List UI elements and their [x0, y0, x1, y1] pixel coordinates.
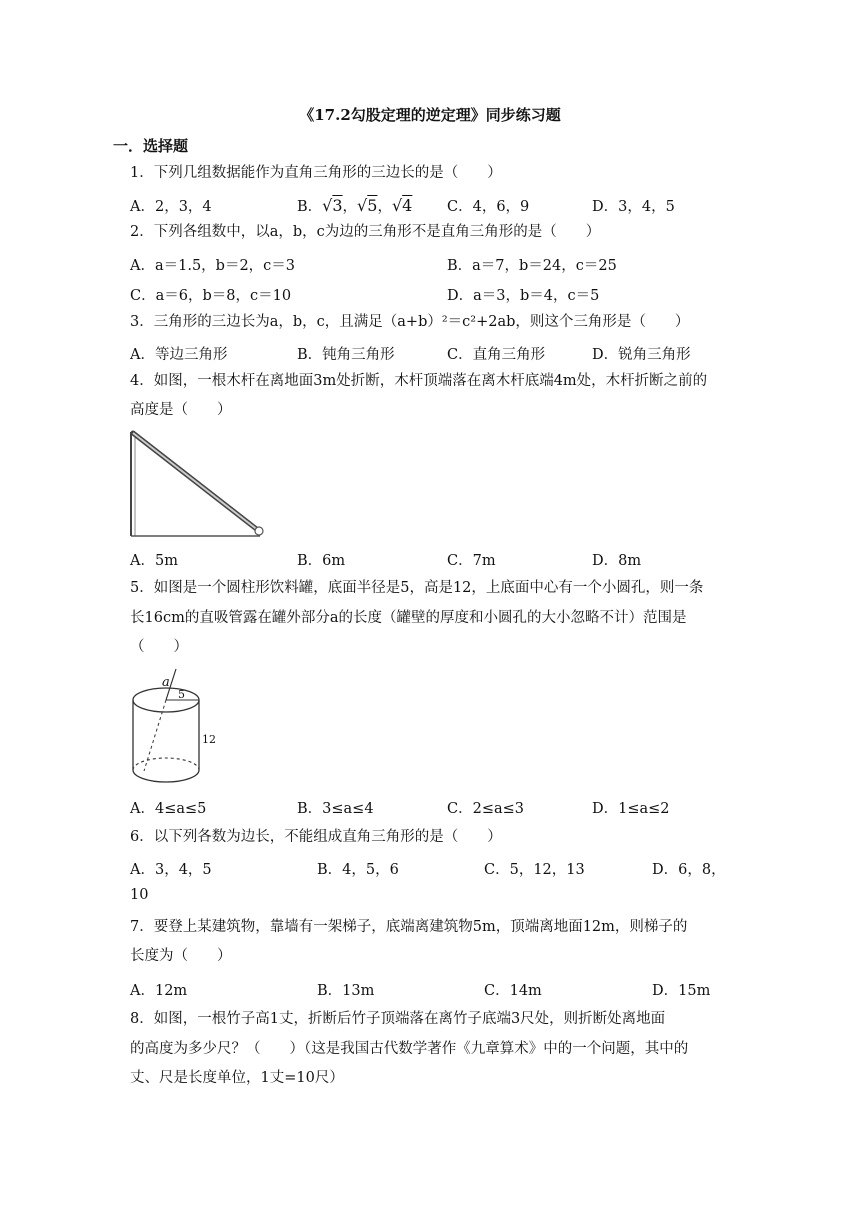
question-2-stem: 2．下列各组数中，以a，b，c为边的三角形不是直角三角形的是（ ）	[130, 224, 601, 240]
question-4-stem-line-2: 高度是（ ）	[130, 402, 232, 418]
question-8-stem-line-1: 8．如图，一根竹子高1丈，折断后竹子顶端落在离竹子底端3尺处，则折断处离地面	[130, 1011, 666, 1027]
question-3-option-d: D．锐角三角形	[592, 347, 691, 363]
question-7-option-d: D．15m	[652, 983, 711, 999]
question-4-stem-line-1: 4．如图，一根木杆在离地面3m处折断，木杆顶端落在离木杆底端4m处，木杆折断之前的	[130, 373, 708, 389]
question-3-option-b: B．钝角三角形	[297, 347, 395, 363]
question-3-stem: 3．三角形的三边长为a，b，c，且满足（a+b）²＝c²+2ab，则这个三角形是（ ）	[130, 314, 690, 330]
question-4-option-a: A．5m	[130, 553, 178, 569]
question-6-stem: 6．以下列各数为边长，不能组成直角三角形的是（ ）	[130, 829, 502, 845]
question-1-option-b: B．√3，√5，√4	[297, 196, 413, 215]
sqrt-4: √4	[391, 196, 413, 215]
question-1-option-c: C．4，6，9	[447, 199, 530, 215]
question-1-stem: 1．下列几组数据能作为直角三角形的三边长的是（ ）	[130, 165, 502, 181]
label-a: a	[162, 675, 170, 690]
label-5: 5	[178, 688, 185, 701]
question-8-stem-line-3: 丈、尺是长度单位，1丈=10尺）	[130, 1070, 344, 1086]
question-4-option-b: B．6m	[297, 553, 346, 569]
question-2-option-b: B．a＝7，b＝24，c＝25	[447, 258, 617, 274]
question-5-option-c: C．2≤a≤3	[447, 801, 524, 817]
question-6-option-c: C．5，12，13	[484, 862, 585, 878]
question-7-option-b: B．13m	[317, 983, 375, 999]
question-1-option-a: A．2，3，4	[130, 199, 212, 215]
question-3-option-a: A．等边三角形	[130, 347, 228, 363]
question-2-option-c: C．a＝6，b＝8，c＝10	[130, 288, 292, 304]
question-6-option-d: D．6，8，	[652, 862, 726, 878]
question-1-option-d: D．3，4，5	[592, 199, 675, 215]
question-4-option-d: D．8m	[592, 553, 642, 569]
question-4-option-c: C．7m	[447, 553, 496, 569]
question-6-option-b: B．4，5，6	[317, 862, 399, 878]
question-5-stem-line-2: 长16cm的直吸管露在罐外部分a的长度（罐壁的厚度和小圆孔的大小忽略不计）范围是	[130, 610, 687, 626]
question-7-option-a: A．12m	[130, 983, 188, 999]
sqrt-5: √5	[357, 196, 378, 215]
question-7-stem-line-2: 长度为（ ）	[130, 948, 232, 964]
cylinder-can-figure	[128, 666, 228, 788]
question-5-stem-line-1: 5．如图是一个圆柱形饮料罐，底面半径是5，高是12，上底面中心有一个小圆孔，则一条	[130, 580, 704, 596]
question-2-option-a: A．a＝1.5，b＝2，c＝3	[130, 258, 296, 274]
question-6-option-d-cont: 10	[130, 887, 149, 903]
document-title: 《17.2勾股定理的逆定理》同步练习题	[299, 106, 561, 124]
broken-pole-figure	[128, 428, 268, 540]
question-5-option-a: A．4≤a≤5	[130, 801, 207, 817]
question-5-stem-line-3: （ ）	[130, 639, 188, 655]
question-8-stem-line-2: 的高度为多少尺？（ ）（这是我国古代数学著作《九章算术》中的一个问题，其中的	[130, 1041, 689, 1057]
label-12: 12	[202, 733, 216, 746]
option-b-prefix: B．	[297, 199, 323, 215]
question-2-option-d: D．a＝3，b＝4，c＝5	[447, 288, 600, 304]
question-7-option-c: C．14m	[484, 983, 542, 999]
question-3-option-c: C．直角三角形	[447, 347, 546, 363]
section-heading: 一．选择题	[113, 137, 189, 155]
question-7-stem-line-1: 7．要登上某建筑物，靠墙有一架梯子，底端离建筑物5m，顶端离地面12m，则梯子的	[130, 919, 688, 935]
question-6-option-a: A．3，4，5	[130, 862, 212, 878]
question-5-option-d: D．1≤a≤2	[592, 801, 670, 817]
question-5-option-b: B．3≤a≤4	[297, 801, 374, 817]
sqrt-3: √3	[322, 196, 343, 215]
